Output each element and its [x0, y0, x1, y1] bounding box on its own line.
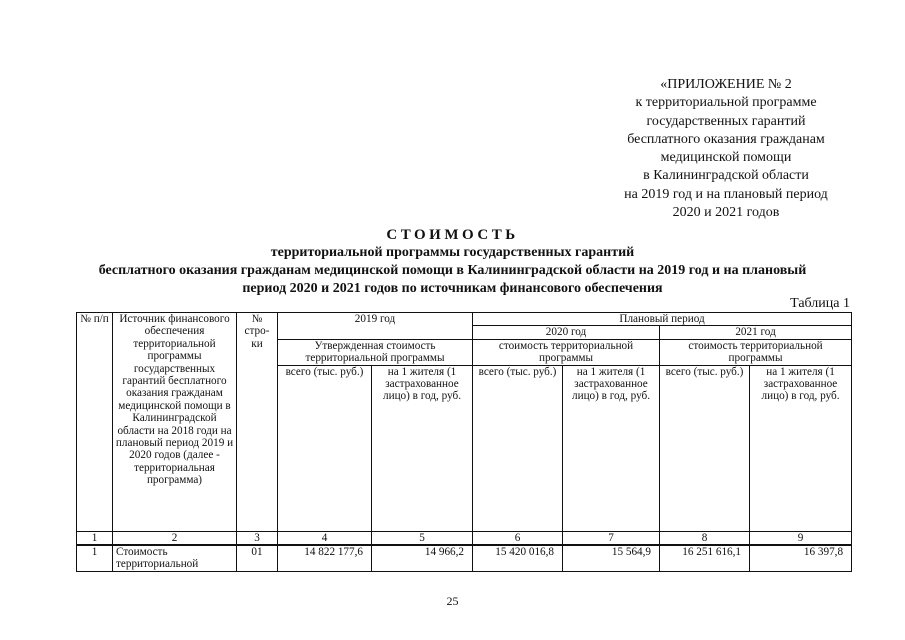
- header-year-2020: 2020 год: [473, 326, 660, 339]
- header-cost-2020: стоимость территориальной программы: [473, 339, 660, 365]
- row-num: 1: [77, 545, 113, 571]
- document-subtitle-line: территориальной программы государственных гарантий: [270, 245, 635, 260]
- document-subtitle-line: период 2020 и 2021 годов по источникам финансового обеспечения: [242, 281, 663, 296]
- appendix-line: «ПРИЛОЖЕНИЕ № 2: [660, 77, 792, 92]
- column-number: 9: [750, 531, 852, 545]
- header-per-capita-2021: на 1 жителя (1 застрахованное лицо) в год, руб.: [750, 365, 852, 531]
- header-source: Источник финансового обеспечения территориальной программы государственных гарантий бесплатного оказания гражданам медицинской помощи в Калининградской области на 2018 годи на плановый период 2019 и 2020 годов (далее - территориальная программа): [113, 313, 237, 532]
- appendix-line: медицинской помощи: [660, 150, 792, 166]
- header-year-2021: 2021 год: [660, 326, 852, 339]
- appendix-line: бесплатного оказания гражданам: [627, 131, 825, 147]
- row-source: Стоимость территориальной: [113, 545, 237, 571]
- document-subtitle-line: бесплатного оказания гражданам медицинской помощи в Калининградской области на 2019 год и на плановый: [98, 263, 807, 278]
- header-per-capita-2020: на 1 жителя (1 застрахованное лицо) в год, руб.: [563, 365, 660, 531]
- table-label: Таблица 1: [790, 296, 850, 311]
- header-approved-cost: Утвержденная стоимость территориальной программы: [278, 339, 473, 365]
- appendix-line: на 2019 год и на плановый период: [624, 186, 828, 202]
- row-2021-per-capita: 16 397,8: [750, 545, 852, 571]
- row-2019-per-capita: 14 966,2: [372, 545, 473, 571]
- column-number: 5: [372, 531, 473, 545]
- row-2021-total: 16 251 616,1: [660, 545, 750, 571]
- header-cost-2021: стоимость территориальной программы: [660, 339, 852, 365]
- column-number: 2: [113, 531, 237, 545]
- header-line-no: № стро-ки: [237, 313, 278, 532]
- appendix-line: к территориальной программе: [635, 95, 817, 111]
- column-numbers-row: [77, 531, 852, 545]
- column-number: 4: [278, 531, 372, 545]
- row-line-no: 01: [237, 545, 278, 571]
- header-planned-period: Плановый период: [473, 313, 852, 326]
- header-total-2019: всего (тыс. руб.): [278, 365, 372, 531]
- column-number: 3: [237, 531, 278, 545]
- appendix-line: в Калининградской области: [643, 168, 809, 184]
- row-2020-per-capita: 15 564,9: [563, 545, 660, 571]
- row-2020-total: 15 420 016,8: [473, 545, 563, 571]
- column-number: 8: [660, 531, 750, 545]
- appendix-line: 2020 и 2021 годов: [672, 205, 780, 221]
- cost-table: [76, 312, 852, 572]
- table-row: [77, 545, 852, 571]
- document-title: СТОИМОСТЬ: [386, 227, 519, 243]
- page-number: 25: [446, 594, 459, 608]
- header-total-2021: всего (тыс. руб.): [660, 365, 750, 531]
- header-num: № п/п: [77, 313, 113, 532]
- appendix-header: [586, 76, 866, 222]
- column-number: 1: [77, 531, 113, 545]
- column-number: 7: [563, 531, 660, 545]
- column-number: 6: [473, 531, 563, 545]
- header-year-2019: 2019 год: [278, 313, 473, 340]
- appendix-line: государственных гарантий: [646, 113, 806, 129]
- header-total-2020: всего (тыс. руб.): [473, 365, 563, 531]
- header-per-capita-2019: на 1 жителя (1 застрахованное лицо) в год, руб.: [372, 365, 473, 531]
- row-2019-total: 14 822 177,6: [278, 545, 372, 571]
